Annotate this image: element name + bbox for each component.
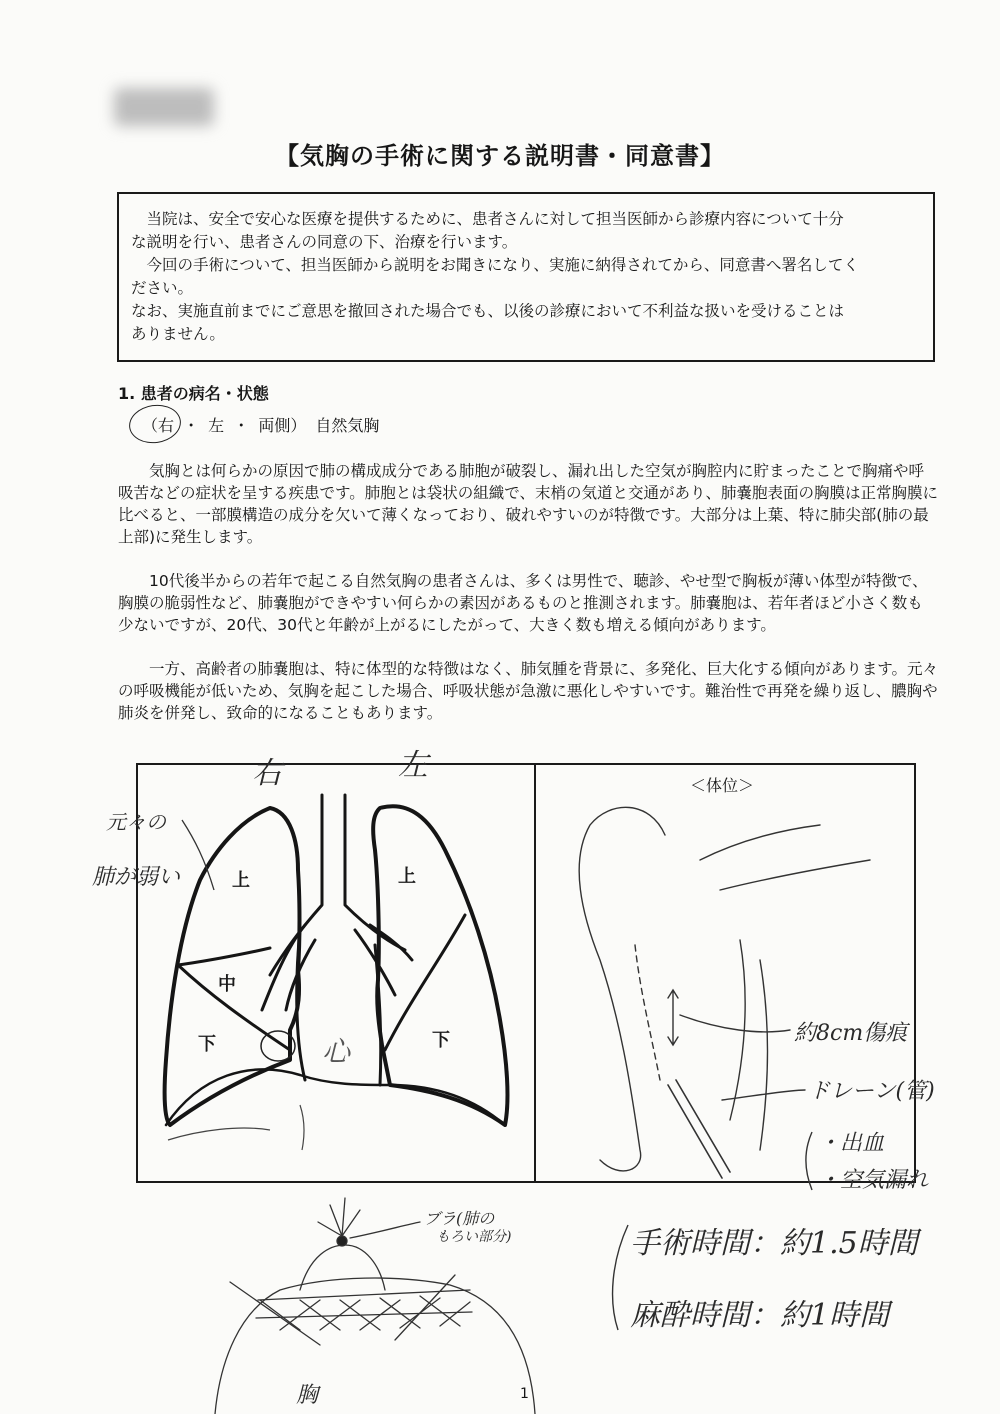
handwritten-op-time: 手術時間：約1.5時間 bbox=[630, 1226, 918, 1261]
paragraph: 一方、高齢者の肺嚢胞は、特に体型的な特徴はなく、肺気腫を背景に、多発化、巨大化する傾向があります。元々の呼吸機能が低いため、気胸を起こした場合、呼吸状態が急激に悪化しやすいです。難治性で再発を繰り返し、膿胸や肺炎を併発し、致命的になることもあります。 bbox=[118, 660, 938, 722]
lobe-label-right-middle: 中 bbox=[218, 974, 236, 995]
handwritten-right: 右 bbox=[252, 756, 282, 791]
bulla-leader bbox=[350, 1222, 420, 1238]
left-oblique-fissure bbox=[385, 915, 465, 1050]
notice-line: な説明を行い、患者さんの同意の下、治療を行います。 bbox=[131, 233, 518, 251]
bronchus-right bbox=[262, 925, 315, 1010]
handwritten-margin-note: 肺が弱い bbox=[92, 865, 181, 890]
incision-arrow bbox=[668, 990, 678, 1045]
net-cross bbox=[230, 1275, 455, 1345]
dashed-body bbox=[635, 945, 660, 1080]
notice-line: なお、実施直前までにご意思を撤回された場合でも、以後の診療において不利益な扱いを受けることは bbox=[131, 302, 845, 320]
bulla-spikes bbox=[318, 1198, 360, 1236]
handwritten-output-note: ・出血 bbox=[818, 1131, 885, 1156]
lobe-label-right-lower: 下 bbox=[198, 1034, 216, 1055]
drain-leader bbox=[722, 1090, 805, 1100]
page-number: 1 bbox=[520, 1386, 529, 1402]
arm-line bbox=[720, 860, 870, 890]
handwritten-output-note: ・空気漏れ bbox=[818, 1168, 929, 1193]
torso-line-2 bbox=[760, 960, 768, 1150]
notice-line: 当院は、安全で安心な医療を提供するために、患者さんに対して担当医師から診療内容について十分 bbox=[131, 210, 844, 228]
handwritten-drain-note: ドレーン(管) bbox=[808, 1079, 935, 1104]
lobe-label-left-lower: 下 bbox=[432, 1030, 450, 1051]
paragraph: 気胸とは何らかの原因で肺の構成成分である肺胞が破裂し、漏れ出した空気が胸腔内に貯まったことで胸痛や呼吸苦などの症状を呈する疾患です。肺胞とは袋状の組織で、末梢の気道と交通があり、肺嚢胞表面の胸膜は正常胸膜に比べると、一部膜構造の成分を欠いて薄くなっており、破れやすいのが特徴です。大部分は上葉、特に肺尖部(肺の最上部)に発生します。 bbox=[118, 462, 938, 546]
handwritten-incision-note: 約8cm傷痕 bbox=[794, 1021, 908, 1046]
incision-leader bbox=[680, 1015, 790, 1032]
posture-label: ＜体位＞ bbox=[690, 776, 755, 795]
chest-outline bbox=[215, 1278, 535, 1414]
output-brace bbox=[806, 1132, 812, 1190]
handwritten-bulla-note: もろい部分) bbox=[436, 1229, 512, 1245]
right-horizontal-fissure bbox=[178, 948, 270, 965]
side-options: （右 ・ 左 ・ 両側） 自然気胸 bbox=[142, 416, 380, 435]
handwritten-chest-label: 胸 bbox=[296, 1383, 319, 1408]
handwritten-bulla-note: ブラ(肺の bbox=[424, 1209, 495, 1228]
notice-line: ありません。 bbox=[131, 325, 225, 343]
left-lung-outline bbox=[373, 806, 507, 1125]
notice-line: 今回の手術について、担当医師から説明をお聞きになり、実施に納得されてから、同意書へ署名してく bbox=[131, 256, 859, 274]
lobe-label-left-upper: 上 bbox=[398, 866, 416, 887]
heart-label: 心 bbox=[322, 1035, 351, 1068]
posture-sketch bbox=[579, 807, 870, 1178]
lobe-label-right-upper: 上 bbox=[232, 870, 250, 891]
time-brace bbox=[613, 1225, 628, 1330]
net-top bbox=[256, 1290, 472, 1318]
bronchus-left bbox=[355, 925, 412, 995]
handwritten-margin-note: 元々の bbox=[106, 810, 166, 834]
margin-note-pointer bbox=[182, 820, 214, 890]
handwritten-anes-time: 麻酔時間：約1時間 bbox=[630, 1298, 890, 1333]
head-outline bbox=[579, 807, 665, 1171]
notice-line: ださい。 bbox=[131, 279, 194, 297]
handwritten-left: 左 bbox=[398, 748, 428, 783]
bulla-dot bbox=[337, 1236, 347, 1246]
drain-tube bbox=[668, 1080, 730, 1178]
section-heading: 1. 患者の病名・状態 bbox=[118, 384, 269, 403]
shoulder-line bbox=[700, 825, 820, 860]
paragraph: 10代後半からの若年で起こる自然気胸の患者さんは、多くは男性で、聴診、やせ型で胸板が薄い体型が特徴で、胸膜の脆弱性など、肺嚢胞ができやすい何らかの素因があるものと推測されます。肺嚢胞は、若年者ほど小さく数も少ないですが、20代、30代と年齢が上がるにしたがって、大きく数も増える傾向があります。 bbox=[118, 572, 928, 634]
document-title: 【気胸の手術に関する説明書・同意書】 bbox=[275, 142, 725, 170]
lung-diagram bbox=[165, 795, 508, 1125]
